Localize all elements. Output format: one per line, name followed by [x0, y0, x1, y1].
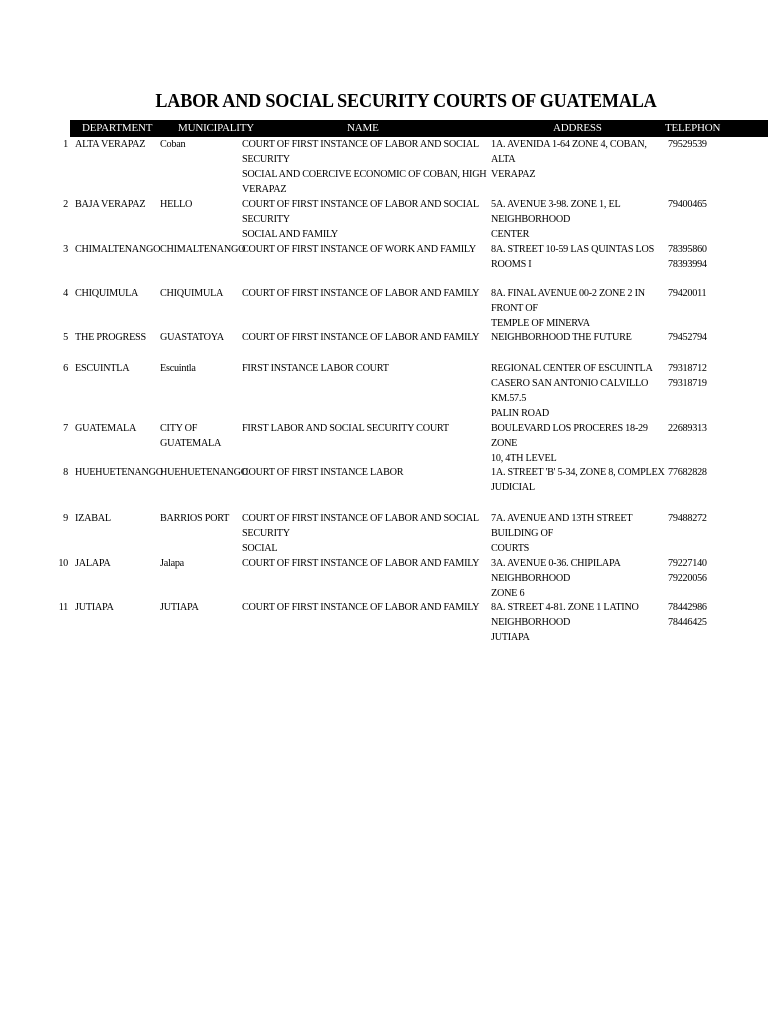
row-number: 4 [63, 288, 68, 299]
name-cell: FIRST LABOR AND SOCIAL SECURITY COURT [242, 423, 449, 434]
department-cell: CHIQUIMULA [75, 288, 139, 299]
telephone-cell: 79318712 79318719 [668, 363, 707, 389]
row-number: 2 [63, 199, 68, 210]
telephone-cell: 78442986 78446425 [668, 602, 707, 628]
address-cell: NEIGHBORHOOD THE FUTURE [491, 332, 632, 343]
address-cell: 7A. AVENUE AND 13TH STREET BUILDING OF COURTS [491, 513, 633, 554]
column-header-address: ADDRESS [553, 122, 602, 134]
address-cell: 1A. STREET 'B' 5-34, ZONE 8, COMPLEX JUDICIAL [491, 467, 665, 493]
name-cell: COURT OF FIRST INSTANCE OF LABOR AND SOCIAL SECURITY SOCIAL AND FAMILY [242, 199, 479, 240]
department-cell: ALTA VERAPAZ [75, 139, 146, 150]
name-cell: COURT OF FIRST INSTANCE OF WORK AND FAMILY [242, 244, 476, 255]
row-number: 1 [63, 139, 68, 150]
municipality-cell: HUEHUETENANGO [160, 467, 248, 478]
municipality-cell: BARRIOS PORT [160, 513, 230, 524]
municipality-cell: JUTIAPA [160, 602, 199, 613]
department-cell: HUEHUETENANGO [75, 467, 163, 478]
address-cell: 8A. FINAL AVENUE 00-2 ZONE 2 IN FRONT OF TEMPLE OF MINERVA [491, 288, 645, 329]
telephone-cell: 22689313 [668, 423, 707, 434]
row-number: 7 [63, 423, 68, 434]
row-number: 6 [63, 363, 68, 374]
address-cell: 3A. AVENUE 0-36. CHIPILAPA NEIGHBORHOOD ZONE 6 [491, 558, 621, 599]
column-header-municipality: MUNICIPALITY [178, 122, 255, 134]
department-cell: ESCUINTLA [75, 363, 130, 374]
page-title: LABOR AND SOCIAL SECURITY COURTS OF GUATEMALA [155, 91, 657, 112]
address-cell: 8A. STREET 4-81. ZONE 1 LATINO NEIGHBORHOOD JUTIAPA [491, 602, 639, 643]
row-number: 3 [63, 244, 68, 255]
name-cell: COURT OF FIRST INSTANCE OF LABOR AND FAMILY [242, 288, 480, 299]
column-header-department: DEPARTMENT [82, 122, 153, 134]
name-cell: COURT OF FIRST INSTANCE OF LABOR AND SOCIAL SECURITY SOCIAL [242, 513, 479, 554]
department-cell: JALAPA [75, 558, 111, 569]
address-cell: BOULEVARD LOS PROCERES 18-29 ZONE 10, 4TH LEVEL [491, 423, 648, 464]
municipality-cell: CITY OF GUATEMALA [160, 423, 222, 449]
municipality-cell: CHIQUIMULA [160, 288, 224, 299]
row-number: 5 [63, 332, 68, 343]
address-cell: 5A. AVENUE 3-98. ZONE 1, EL NEIGHBORHOOD CENTER [491, 199, 621, 240]
name-cell: FIRST INSTANCE LABOR COURT [242, 363, 389, 374]
telephone-cell: 79452794 [668, 332, 707, 343]
row-number: 9 [63, 513, 68, 524]
column-header-name: NAME [347, 122, 379, 134]
address-cell: 1A. AVENIDA 1-64 ZONE 4, COBAN, ALTA VERAPAZ [491, 139, 647, 180]
telephone-cell: 79227140 79220056 [668, 558, 707, 584]
municipality-cell: HELLO [160, 199, 193, 210]
department-cell: BAJA VERAPAZ [75, 199, 146, 210]
department-cell: CHIMALTENANGO [75, 244, 161, 255]
row-number: 8 [63, 467, 68, 478]
telephone-cell: 79529539 [668, 139, 707, 150]
name-cell: COURT OF FIRST INSTANCE OF LABOR AND FAMILY [242, 558, 480, 569]
municipality-cell: Jalapa [160, 558, 184, 569]
telephone-cell: 79420011 [668, 288, 707, 299]
column-header-telephone: TELEPHON [665, 122, 721, 134]
address-cell: REGIONAL CENTER OF ESCUINTLA CASERO SAN ANTONIO CALVILLO KM.57.5 PALIN ROAD [491, 363, 653, 419]
telephone-cell: 79400465 [668, 199, 707, 210]
municipality-cell: CHIMALTENANGO [160, 244, 246, 255]
telephone-cell: 79488272 [668, 513, 707, 524]
department-cell: JUTIAPA [75, 602, 114, 613]
department-cell: GUATEMALA [75, 423, 137, 434]
telephone-cell: 78395860 78393994 [668, 244, 707, 270]
municipality-cell: GUASTATOYA [160, 332, 224, 343]
address-cell: 8A. STREET 10-59 LAS QUINTAS LOS ROOMS I [491, 244, 655, 270]
name-cell: COURT OF FIRST INSTANCE OF LABOR AND FAMILY [242, 602, 480, 613]
row-number: 11 [58, 602, 68, 613]
name-cell: COURT OF FIRST INSTANCE LABOR [242, 467, 404, 478]
name-cell: COURT OF FIRST INSTANCE OF LABOR AND SOCIAL SECURITY SOCIAL AND COERCIVE ECONOMIC OF COBAN, HIGH VERAPAZ [242, 139, 487, 195]
name-cell: COURT OF FIRST INSTANCE OF LABOR AND FAMILY [242, 332, 480, 343]
municipality-cell: Coban [160, 139, 186, 150]
department-cell: IZABAL [75, 513, 111, 524]
municipality-cell: Escuintla [160, 363, 196, 374]
row-number: 10 [58, 558, 68, 569]
department-cell: THE PROGRESS [75, 332, 146, 343]
telephone-cell: 77682828 [668, 467, 707, 478]
